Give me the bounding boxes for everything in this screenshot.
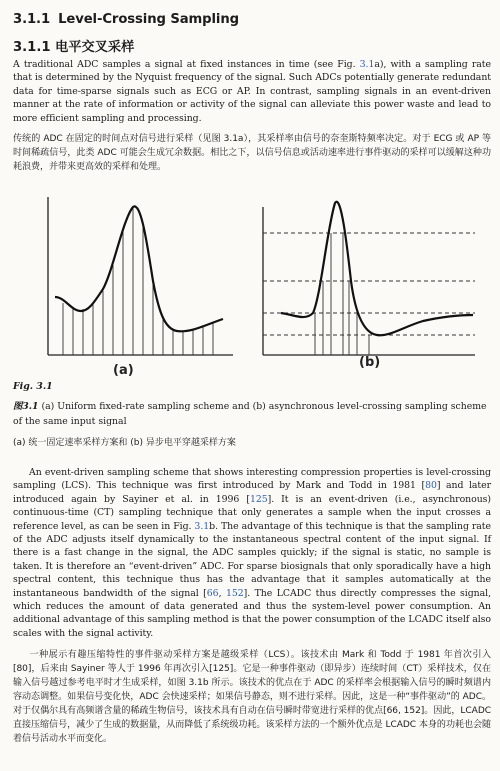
sample-lines-b (315, 233, 369, 355)
paragraph-1-zh: 传统的 ADC 在固定的时间点对信号进行采样（见图 3.1a），其采样率由信号的奈奎斯特频率决定。对于 ECG 或 AP 等时间稀疏信号，此类 ADC 可能会生成冗余数据。相比之下，以信号信息或活动速率进行事件驱动的采样可以缓解这种功耗浪费，并带来更高效的采样和处理。 (13, 134, 491, 172)
reference-levels (263, 233, 475, 335)
fig-3-1-link[interactable]: 3.1 (194, 520, 210, 532)
ref-125-link[interactable]: 125 (249, 493, 268, 505)
paragraph-2-zh: 一种展示有趣压缩特性的事件驱动采样方案是越级采样（LCS）。该技术由 Mark 和 Todd 于 1981 年首次引入[80]，后来由 Sayiner 等人于 1996 年再次引入[125]。它是一种事件驱动（即异步）连续时间（CT）采样技术，仅在输入信号越过参考电平时才生成采样，如图 3.1b 所示。该技术的优点在于 ADC 的采样率会根据输入信号的瞬时频谱内容动态调整。如果信号变化快，ADC 会快速采样；如果信号静态，则不进行采样。因此，这是一种“事件驱动”的 ADC。对于仅偶尔具有高频谱含量的稀疏生物信号，该技术具有自动在信号瞬时带宽进行采样的优点[66, 152]。因此，LCADC 直接压缩信号，减少了生成的数据量，从而降低了系统级功耗。该采样方法的一个额外优点是 LCADC 本身的功耗也会随着信号活动水平而变化。 (13, 650, 491, 744)
section-number: 3.1.1 (13, 12, 51, 27)
signal-curve-b (281, 202, 473, 336)
section-title: Level-Crossing Sampling (58, 12, 239, 27)
figure-caption-label: Fig. 3.1 (13, 381, 53, 392)
figure-caption-tag: 图3.1 (13, 401, 39, 412)
paragraph-2-en: An event-driven sampling scheme that shows interesting compression properties is level-crossing sampling (LCS). This technique was first introduced by Mark and Todd in 1981 [80] and later introduced again by Sayiner et al. in 1996 [125]. It is an event-driven (i.e., asynchronous) continuous-time (CT) sampling technique that only generates a sample when the input crosses a reference level, as can be seen in Fig. 3.1b. The advantage of this technique is that the sampling rate of the ADC adjusts itself dynamically to the instantaneous spectral content of the input signal. If there is a fast change in the signal, the ADC samples quickly; if the signal is static, no sample is taken. It is therefore an “event-driven” ADC. For sparse biosignals that only sporadically have a high spectral content, this technique thus has the advantage that it samples automatically at the instantaneous bandwidth of the signal [66, 152]. The LCADC thus directly compresses the signal, which reduces the amount of data generated and thus the system-level power consumption. An additional advantage of this sampling method is that the power consumption of the LCADC itself also scales with the signal activity. (13, 467, 492, 639)
ref-66-link[interactable]: 66 (206, 587, 219, 599)
figure-caption-text: (a) Uniform fixed-rate sampling scheme and (b) asynchronous level-crossing sampling scheme of the same input signal (13, 401, 487, 427)
panel-b (263, 202, 475, 370)
ref-80-link[interactable]: 80 (425, 480, 437, 492)
figure-caption-zh: (a) 统一固定速率采样方案和 (b) 异步电平穿越采样方案 (13, 438, 236, 448)
figure-svg (13, 185, 489, 378)
figure-link[interactable]: 3.1 (359, 59, 375, 70)
sample-lines-a (63, 207, 213, 355)
figure-3-1 (13, 185, 489, 378)
paragraph-1-en: A traditional ADC samples a signal at fixed instances in time (see Fig. 3.1a), with a sampling rate that is determined by the Nyquist frequency of the signal. Such ADCs potentially generate redundant data for time-sparse signals such as ECG or AP. In contrast, sampling signals in an event-driven manner at the rate of information or activity of the signal can alleviate this power waste and lead to more efficient sampling and processing. (13, 59, 491, 124)
figure-caption (13, 399, 489, 429)
panel-a-label: (a) (113, 363, 134, 378)
ref-152-link[interactable]: 152 (225, 587, 244, 599)
panel-b-label: (b) (359, 355, 381, 370)
signal-curve-a (55, 206, 223, 331)
section-heading-en (13, 12, 239, 27)
section-heading-zh: 3.1.1 电平交叉采样 (13, 40, 135, 55)
panel-a (48, 197, 233, 378)
